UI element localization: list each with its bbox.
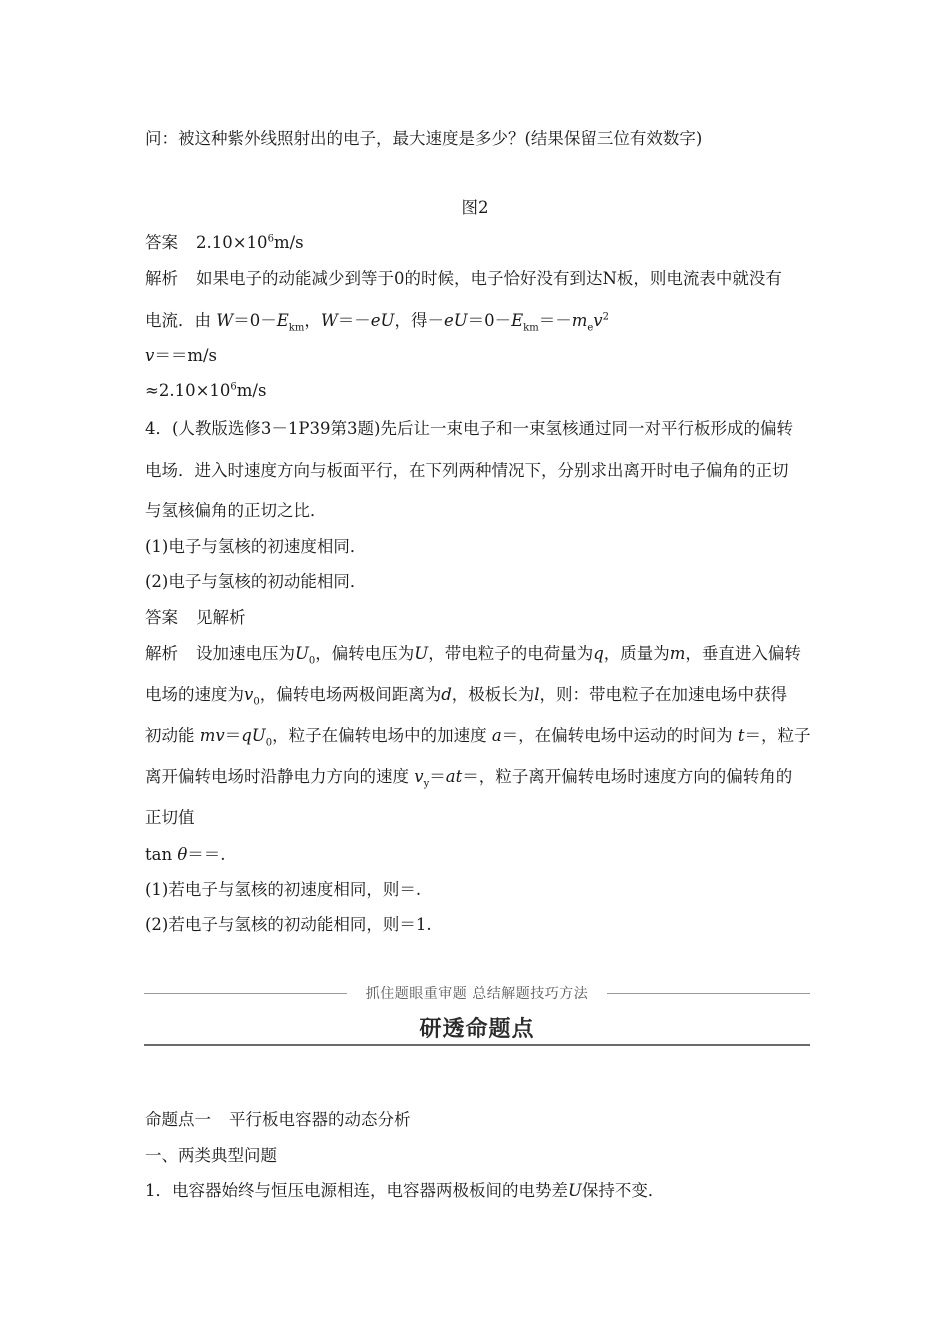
q4-analysis-line1: 解析 设加速电压为$U_0$，偏转电压为U，带电粒子的电荷量为q，质量为m，垂直进入偏转 [145, 644, 801, 667]
section-heading: 命题点一 平行板电容器的动态分析 [145, 1110, 411, 1129]
q4-analysis-line2: 电场的速度为$v_0$，偏转电场两极间距离为d，极板长为l，则：带电粒子在加速电场中获得 [145, 685, 788, 708]
q4-answer: 答案 见解析 [145, 608, 246, 627]
section-banner-subtitle-row [144, 982, 810, 1006]
banner-right-rule [607, 993, 810, 994]
q4-result2: (2)若电子与氢核的初动能相同，则＝1. [145, 915, 432, 934]
section-subheading: 一、两类典型问题 [145, 1146, 277, 1165]
analysis-label: 解析 [145, 644, 178, 663]
banner-bottom-rule [144, 1044, 810, 1046]
q4-analysis-line3: 初动能 $mv=qU_0$，粒子在偏转电场中的加速度 a＝，在偏转电场中运动的时间为 t＝，粒子 [145, 726, 811, 749]
q4-analysis-line5: 正切值 [145, 808, 195, 827]
q4-result1: (1)若电子与氢核的初速度相同，则＝. [145, 880, 422, 899]
answer-label: 答案 [145, 233, 178, 252]
q3-analysis-line2: 电流．由 $W=0-E_{km}$，W＝－eU，得$-eU=0-E_{km}=-m_ev^2$ [145, 311, 609, 334]
section-item1: 1．电容器始终与恒压电源相连，电容器两极板间的电势差U保持不变． [145, 1181, 665, 1200]
question-tail: 问：被这种紫外线照射出的电子，最大速度是多少？(结果保留三位有效数字) [145, 129, 703, 148]
q3-analysis-line3: v＝＝m/s [145, 346, 218, 365]
q4-stem-line2: 电场．进入时速度方向与板面平行，在下列两种情况下，分别求出离开时电子偏角的正切 [145, 461, 789, 480]
q4-stem-line1: 4．(人教版选修3－1P39第3题)先后让一束电子和一束氢核通过同一对平行板形成的偏转 [145, 419, 793, 438]
q4-stem-line3: 与氢核偏角的正切之比． [145, 501, 327, 520]
analysis-label: 解析 [145, 269, 178, 288]
q4-analysis-line6: tan θ＝＝. [145, 845, 226, 864]
answer-label: 答案 [145, 608, 178, 627]
banner-subtitle: 抓住题眼重审题 总结解题技巧方法 [365, 986, 589, 1002]
q3-analysis-line1: 解析 如果电子的动能减少到等于0的时候，电子恰好没有到达N板，则电流表中就没有 [145, 269, 782, 288]
q4-analysis-line4: 离开偏转电场时沿静电力方向的速度 $v_y=at=$，粒子离开偏转电场时速度方向的偏转角的 [145, 767, 793, 790]
q4-part2: (2)电子与氢核的初动能相同． [145, 572, 367, 591]
q3-answer: 答案 $2.10\times 10^6m/s$ [145, 233, 304, 252]
banner-title: 研透命题点 [419, 1017, 535, 1042]
q4-part1: (1)电子与氢核的初速度相同． [145, 537, 367, 556]
q3-analysis-line4: $\approx 2.10\times 10^6m/s$ [145, 381, 267, 400]
figure-label: 图2 [461, 198, 489, 217]
